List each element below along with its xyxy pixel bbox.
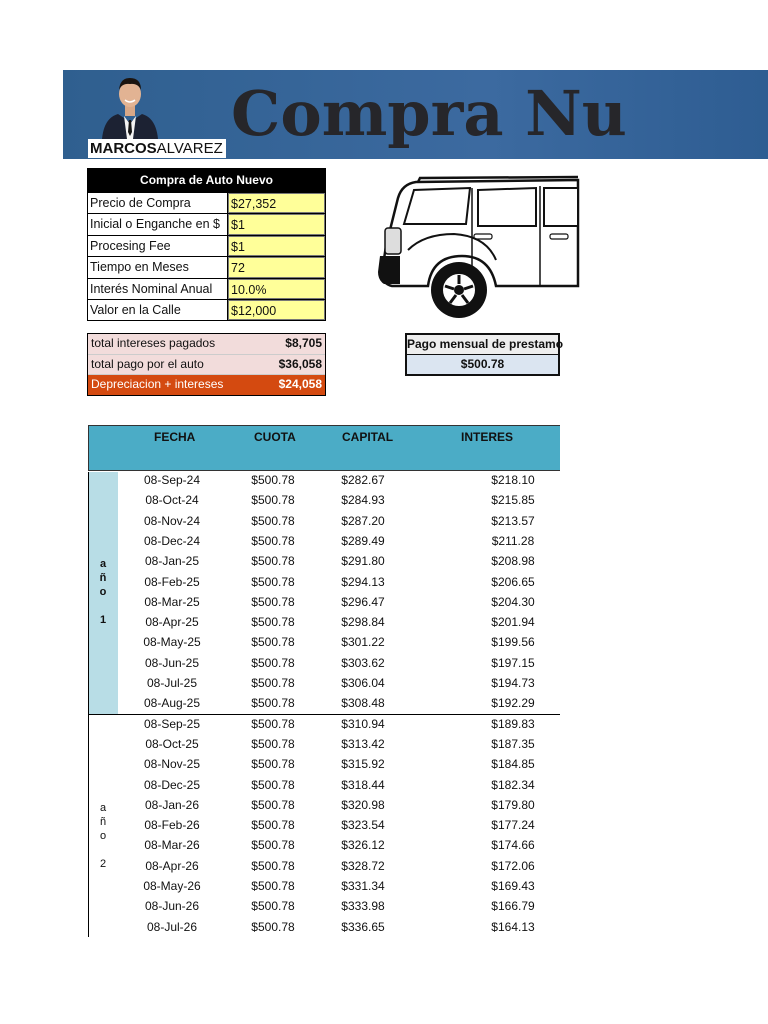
payment-cell: $500.78 (251, 899, 295, 914)
depreciation-value: $24,058 (278, 377, 322, 391)
col-header-capital: CAPITAL (342, 430, 394, 444)
payment-cell: $500.78 (251, 879, 295, 893)
principal-cell: $289.49 (341, 533, 385, 548)
brand-first-name: MARCOS (90, 140, 157, 157)
purchase-price-cell[interactable]: $27,352 (228, 193, 325, 213)
interest-cell: $169.43 (491, 879, 535, 893)
date-cell: 08-May-26 (143, 879, 201, 893)
total-paid-value: $36,058 (278, 356, 322, 371)
total-interest-value: $8,705 (285, 336, 322, 350)
table-row (118, 511, 560, 531)
year-label-char: o (99, 830, 107, 842)
interest-cell: $174.66 (491, 838, 535, 853)
table-row (118, 876, 560, 896)
date-cell: 08-Sep-25 (143, 716, 201, 731)
input-label: Interés Nominal Anual (88, 279, 228, 299)
date-cell: 08-Jul-26 (146, 919, 198, 934)
interest-cell: $184.85 (491, 757, 535, 772)
input-row (88, 299, 325, 320)
year-label-char: 2 (99, 858, 107, 870)
table-row (118, 470, 560, 490)
table-row (118, 714, 560, 734)
principal-cell: $303.62 (341, 655, 385, 670)
table-row (118, 612, 560, 632)
principal-cell: $298.84 (341, 615, 385, 630)
principal-cell: $313.42 (341, 736, 385, 751)
payment-cell: $500.78 (251, 736, 295, 751)
down-payment-cell[interactable]: $1 (228, 214, 325, 234)
payment-cell: $500.78 (251, 513, 295, 528)
payment-cell: $500.78 (251, 676, 295, 690)
payment-cell: $500.78 (251, 696, 295, 711)
interest-cell: $215.85 (491, 493, 535, 508)
brand-logo (88, 139, 226, 158)
principal-cell: $320.98 (341, 797, 385, 812)
table-row (118, 673, 560, 693)
date-cell: 08-Aug-25 (143, 696, 201, 711)
schedule-header (88, 425, 560, 471)
interest-cell: $201.94 (491, 615, 535, 630)
date-cell: 08-Nov-25 (143, 757, 201, 772)
interest-cell: $204.30 (491, 594, 535, 609)
principal-cell: $291.80 (341, 554, 385, 569)
interest-cell: $208.98 (491, 554, 535, 569)
payment-cell: $500.78 (251, 655, 295, 670)
date-cell: 08-Sep-24 (143, 473, 201, 487)
input-row (88, 235, 325, 256)
total-interest-label: total intereses pagados (91, 336, 216, 350)
principal-cell: $294.13 (341, 574, 385, 589)
page-title: Compra Nu (231, 77, 627, 150)
total-paid-label: total pago por el auto (91, 356, 204, 371)
principal-cell: $287.20 (341, 513, 385, 528)
input-row (88, 256, 325, 277)
table-row (118, 653, 560, 673)
principal-cell: $331.34 (341, 879, 385, 893)
interest-cell: $213.57 (491, 513, 535, 528)
input-label: Tiempo en Meses (88, 257, 228, 277)
principal-cell: $301.22 (341, 635, 385, 650)
table-row (118, 775, 560, 795)
interest-cell: $218.10 (491, 473, 535, 487)
table-row (118, 835, 560, 855)
col-header-interes: INTERES (461, 430, 514, 444)
date-cell: 08-Dec-24 (143, 533, 201, 548)
input-label: Precio de Compra (88, 193, 228, 213)
payment-cell: $500.78 (251, 554, 295, 569)
date-cell: 08-Apr-26 (145, 858, 199, 873)
date-cell: 08-May-25 (143, 635, 201, 650)
brand-last-name: ALVAREZ (156, 140, 223, 157)
amortization-schedule (88, 425, 560, 945)
purchase-inputs-header: Compra de Auto Nuevo (88, 169, 325, 192)
principal-cell: $318.44 (341, 777, 385, 792)
year-label-char: ñ (99, 572, 107, 584)
total-interest-row (88, 334, 325, 354)
payment-cell: $500.78 (251, 777, 295, 792)
interest-rate-cell[interactable]: 10.0% (228, 279, 325, 299)
payment-cell: $500.78 (251, 797, 295, 812)
payment-cell: $500.78 (251, 533, 295, 548)
suv-illustration (378, 176, 561, 322)
table-row (118, 734, 560, 754)
interest-cell: $206.65 (491, 574, 535, 589)
totals-table (87, 333, 326, 396)
monthly-payment-box (405, 333, 564, 376)
table-row (118, 754, 560, 774)
interest-cell: $192.29 (491, 696, 535, 711)
payment-cell: $500.78 (251, 594, 295, 609)
principal-cell: $315.92 (341, 757, 385, 772)
interest-cell: $179.80 (491, 797, 535, 812)
presenter-photo (100, 72, 160, 139)
date-cell: 08-Jun-26 (144, 899, 200, 914)
table-row (118, 856, 560, 876)
date-cell: 08-Jun-25 (144, 655, 200, 670)
interest-cell: $197.15 (491, 655, 535, 670)
date-cell: 08-Jan-26 (144, 797, 200, 812)
monthly-payment-label: Pago mensual de prestamo (405, 333, 560, 355)
interest-cell: $189.83 (491, 716, 535, 731)
principal-cell: $310.94 (341, 716, 385, 731)
payment-cell: $500.78 (251, 757, 295, 772)
principal-cell: $328.72 (341, 858, 385, 873)
payment-cell: $500.78 (251, 919, 295, 934)
purchase-inputs-table (87, 168, 326, 321)
interest-cell: $166.79 (491, 899, 535, 914)
principal-cell: $296.47 (341, 594, 385, 609)
processing-fee-cell[interactable]: $1 (228, 236, 325, 256)
input-row (88, 213, 325, 234)
principal-cell: $306.04 (341, 676, 385, 690)
payment-cell: $500.78 (251, 473, 295, 487)
principal-cell: $326.12 (341, 838, 385, 853)
table-row (118, 572, 560, 592)
year-label-char: ñ (99, 816, 107, 828)
interest-cell: $182.34 (491, 777, 535, 792)
total-paid-row (88, 354, 325, 375)
input-label: Valor en la Calle (88, 300, 228, 320)
table-row (118, 795, 560, 815)
input-row (88, 278, 325, 299)
interest-cell: $199.56 (491, 635, 535, 650)
payment-cell: $500.78 (251, 818, 295, 833)
payment-cell: $500.78 (251, 615, 295, 630)
table-row (118, 632, 560, 652)
depreciation-label: Depreciacion + intereses (91, 377, 224, 391)
table-row (118, 693, 560, 713)
table-row (118, 917, 560, 937)
interest-cell: $187.35 (491, 736, 535, 751)
principal-cell: $333.98 (341, 899, 385, 914)
date-cell: 08-Jul-25 (146, 676, 198, 690)
date-cell: 08-Oct-24 (145, 493, 199, 508)
input-label: Procesing Fee (88, 236, 228, 256)
principal-cell: $323.54 (341, 818, 385, 833)
date-cell: 08-Jan-25 (144, 554, 200, 569)
table-row (118, 815, 560, 835)
date-cell: 08-Feb-25 (144, 574, 200, 589)
table-row (118, 551, 560, 571)
col-header-cuota: CUOTA (254, 430, 296, 444)
interest-cell: $177.24 (491, 818, 535, 833)
interest-cell: $194.73 (491, 676, 535, 690)
date-cell: 08-Mar-25 (144, 594, 200, 609)
payment-cell: $500.78 (251, 716, 295, 731)
payment-cell: $500.78 (251, 858, 295, 873)
term-months-cell[interactable]: 72 (228, 257, 325, 277)
interest-cell: $164.13 (491, 919, 535, 934)
street-value-cell[interactable]: $12,000 (228, 300, 325, 320)
date-cell: 08-Nov-24 (143, 513, 201, 528)
col-header-fecha: FECHA (154, 430, 196, 444)
year-label-char: a (99, 802, 107, 814)
monthly-payment-value: $500.78 (405, 355, 560, 376)
year-1-label (88, 557, 118, 627)
principal-cell: $308.48 (341, 696, 385, 711)
interest-cell: $172.06 (491, 858, 535, 873)
principal-cell: $284.93 (341, 493, 385, 508)
input-label: Inicial o Enganche en $ (88, 214, 228, 234)
input-row (88, 192, 325, 213)
payment-cell: $500.78 (251, 838, 295, 853)
payment-cell: $500.78 (251, 493, 295, 508)
payment-cell: $500.78 (251, 574, 295, 589)
depreciation-row (88, 374, 325, 395)
year-2-label (88, 801, 118, 871)
interest-cell: $211.28 (491, 533, 535, 548)
table-row (118, 896, 560, 916)
payment-cell: $500.78 (251, 635, 295, 650)
principal-cell: $336.65 (341, 919, 385, 934)
date-cell: 08-Mar-26 (144, 838, 200, 853)
year-label-char: a (99, 558, 107, 570)
date-cell: 08-Feb-26 (144, 818, 200, 833)
date-cell: 08-Dec-25 (143, 777, 201, 792)
date-cell: 08-Apr-25 (145, 615, 199, 630)
year-label-char: 1 (99, 614, 107, 626)
table-row (118, 490, 560, 510)
table-row (118, 592, 560, 612)
year-label-char: o (99, 586, 107, 598)
date-cell: 08-Oct-25 (145, 736, 199, 751)
table-row (118, 531, 560, 551)
principal-cell: $282.67 (341, 473, 385, 487)
